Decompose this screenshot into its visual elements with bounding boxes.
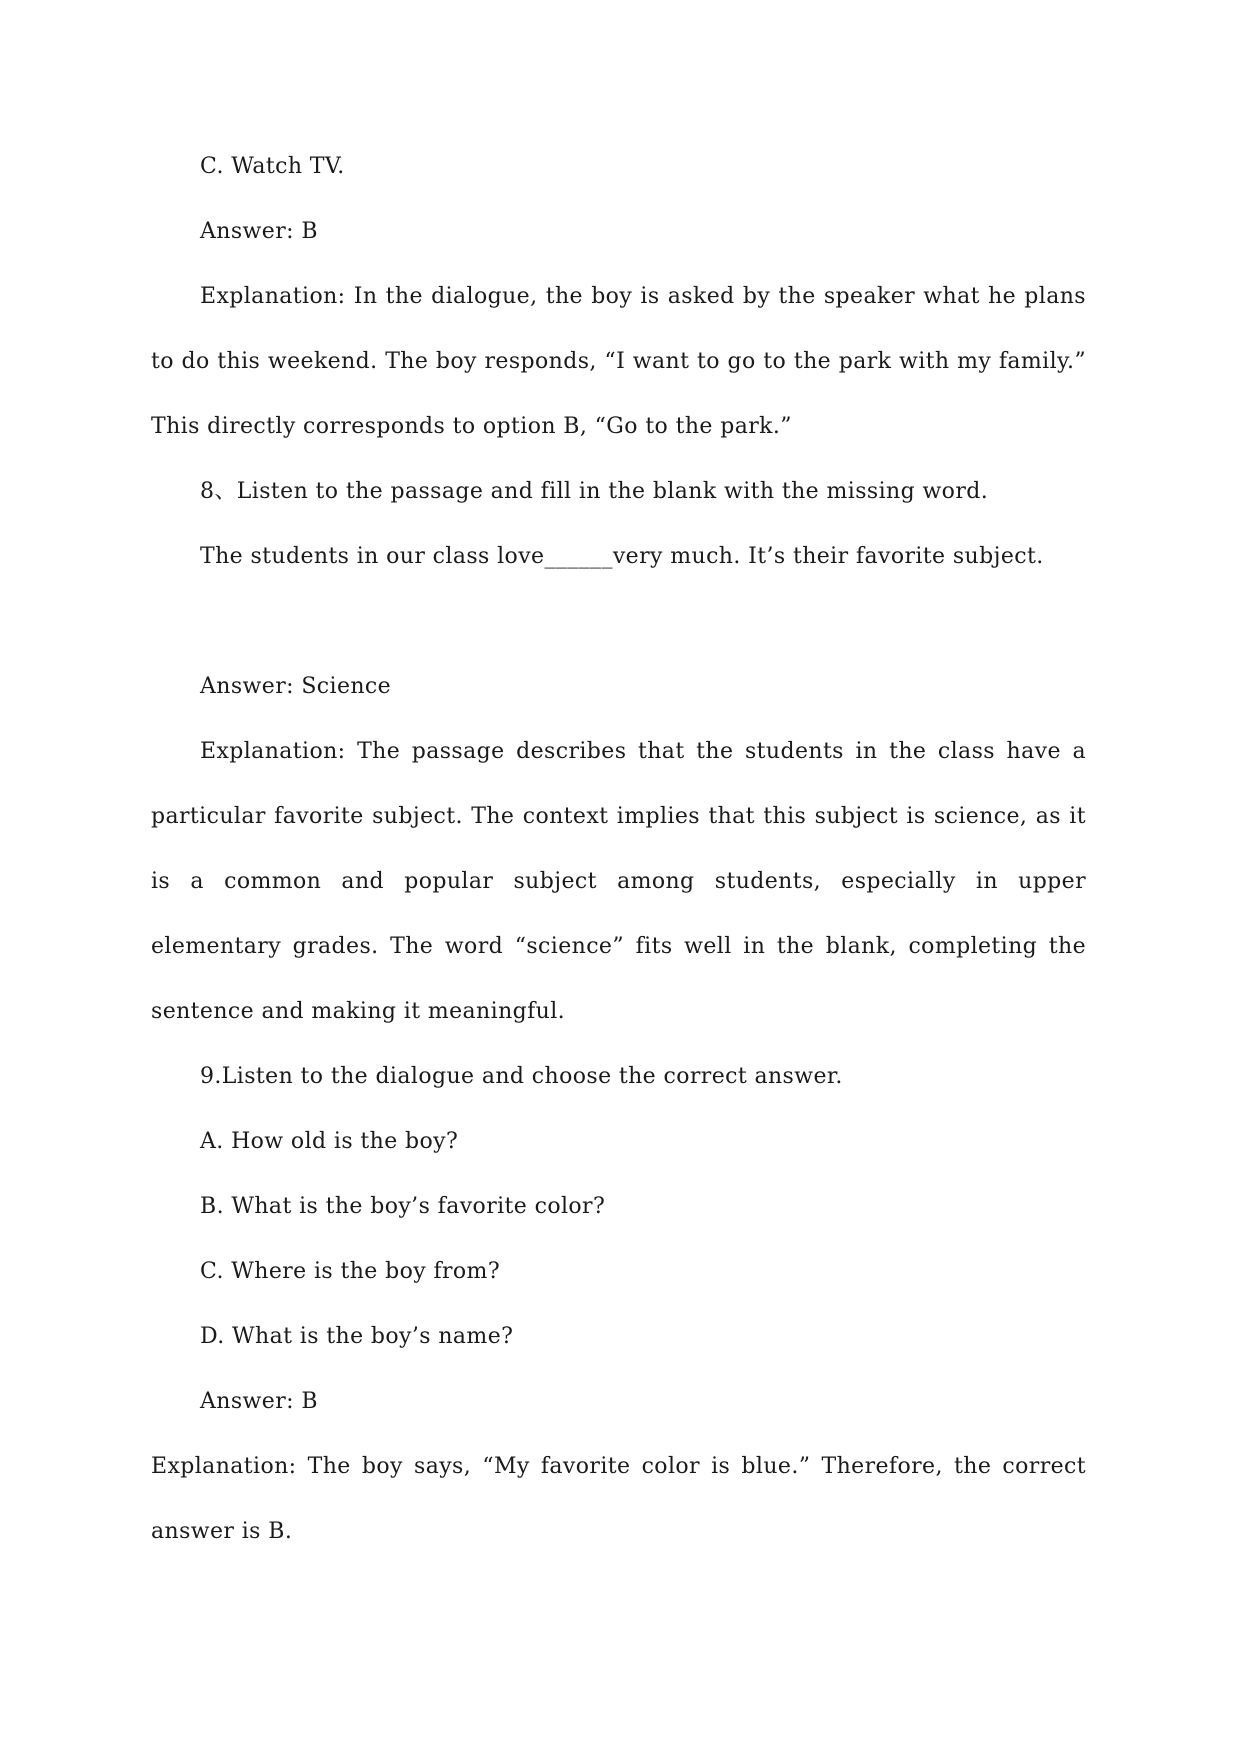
q7-answer: Answer: B <box>200 219 318 244</box>
q9-explanation: Explanation: The boy says, “My favorite color is blue.” Therefore, the correct answer is B. <box>151 1454 1086 1544</box>
q9-answer: Answer: B <box>200 1389 318 1414</box>
q8-answer: Answer: Science <box>200 674 392 699</box>
q9-option-b: B. What is the boy’s favorite color? <box>200 1194 606 1219</box>
q9-option-d: D. What is the boy’s name? <box>200 1324 514 1349</box>
q9-question: 9.Listen to the dialogue and choose the correct answer. <box>200 1064 843 1089</box>
q7-option-c: C. Watch TV. <box>200 154 345 179</box>
q8-question: 8、Listen to the passage and fill in the blank with the missing word. <box>200 479 989 504</box>
q9-option-a: A. How old is the boy? <box>200 1129 459 1154</box>
q9-option-c: C. Where is the boy from? <box>200 1259 501 1284</box>
q8-explanation: Explanation: The passage describes that the students in the class have a particular favorite subject. The context implies that this subject is science, as it is a common and popular subject among students, especially in upper elementary grades. The word “science” fits well in the blank, completing the sentence and making it meaningful. <box>151 739 1086 1024</box>
q7-explanation: Explanation: In the dialogue, the boy is asked by the speaker what he plans to do this weekend. The boy responds, “I want to go to the park with my family.” This directly corresponds to option B, “Go to the park.” <box>151 284 1086 439</box>
q8-sentence: The students in our class love______very much. It’s their favorite subject. <box>200 544 1044 569</box>
